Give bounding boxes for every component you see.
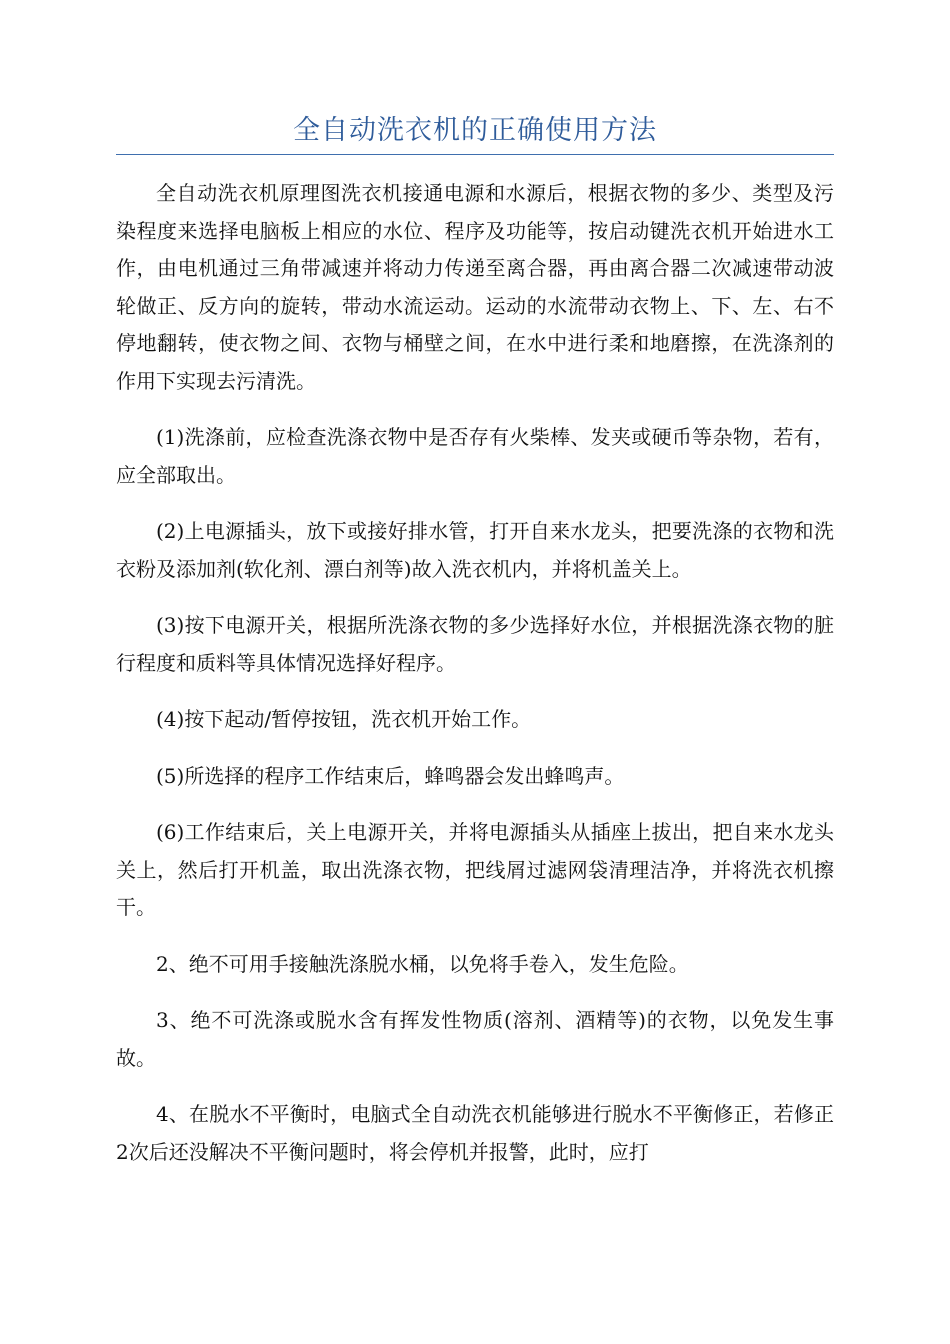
step-5-paragraph: (5)所选择的程序工作结束后，蜂鸣器会发出蜂鸣声。 bbox=[156, 763, 625, 788]
document-body bbox=[116, 175, 834, 1190]
page-title: 全自动洗衣机的正确使用方法 bbox=[293, 115, 657, 146]
step-3-paragraph: (3)按下电源开关，根据所洗涤衣物的多少选择好水位，并根据洗涤衣物的脏行程度和质料等具体情况选择好程序。 bbox=[116, 613, 834, 675]
safety-note-2-paragraph: 2、绝不可用手接触洗涤脱水桶，以免将手卷入，发生危险。 bbox=[156, 951, 689, 976]
safety-note-3-paragraph: 3、绝不可洗涤或脱水含有挥发性物质(溶剂、酒精等)的衣物，以免发生事故。 bbox=[116, 1008, 834, 1070]
intro-paragraph: 全自动洗衣机原理图洗衣机接通电源和水源后，根据衣物的多少、类型及污染程度来选择电脑板上相应的水位、程序及功能等，按启动键洗衣机开始进水工作，由电机通过三角带减速并将动力传递至离合器，再由离合器二次减速带动波轮做正、反方向的旋转，带动水流运动。运动的水流带动衣物上、下、左、右不停地翻转，使衣物之间、衣物与桶壁之间，在水中进行柔和地磨擦，在洗涤剂的作用下实现去污清洗。 bbox=[116, 181, 834, 393]
step-6-paragraph: (6)工作结束后，关上电源开关，并将电源插头从插座上拔出，把自来水龙头关上，然后打开机盖，取出洗涤衣物，把线屑过滤网袋清理洁净，并将洗衣机擦干。 bbox=[116, 820, 834, 919]
title-underline bbox=[116, 154, 834, 155]
safety-note-4-paragraph: 4、在脱水不平衡时，电脑式全自动洗衣机能够进行脱水不平衡修正，若修正2次后还没解决不平衡问题时，将会停机并报警，此时，应打 bbox=[116, 1102, 834, 1164]
step-1-paragraph: (1)洗涤前，应检查洗涤衣物中是否存有火柴棒、发夹或硬币等杂物，若有，应全部取出。 bbox=[116, 425, 834, 487]
step-2-paragraph: (2)上电源插头，放下或接好排水管，打开自来水龙头，把要洗涤的衣物和洗衣粉及添加剂(软化剂、漂白剂等)故入洗衣机内，并将机盖关上。 bbox=[116, 519, 834, 581]
step-4-paragraph: (4)按下起动/暂停按钮，洗衣机开始工作。 bbox=[156, 707, 532, 731]
